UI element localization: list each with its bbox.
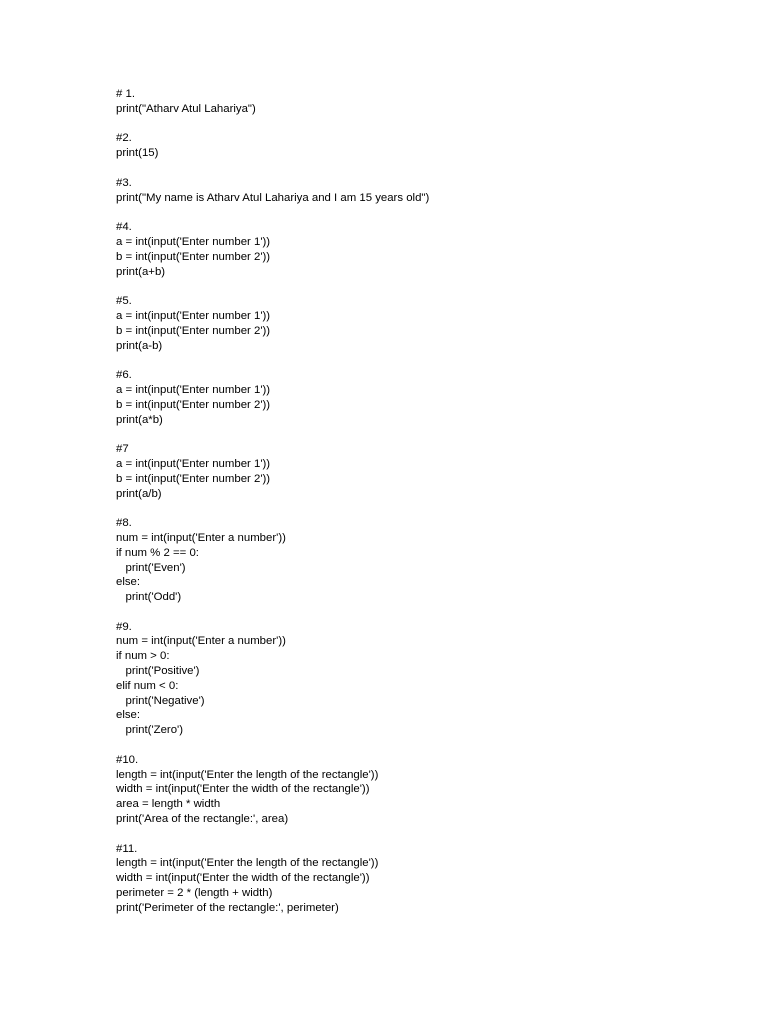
code-line: b = int(input('Enter number 2')) (116, 472, 271, 485)
code-line: #7 (116, 443, 129, 456)
code-line: #9. (116, 620, 132, 633)
code-line: width = int(input('Enter the width of the rectangle')) (116, 872, 370, 885)
code-line: else: (116, 709, 141, 722)
code-line: b = int(input('Enter number 2')) (116, 250, 271, 263)
code-line: #8. (116, 517, 132, 530)
code-line: print(a+b) (116, 265, 166, 278)
code-block-2 (116, 131, 736, 161)
code-line: a = int(input('Enter number 1')) (116, 309, 271, 322)
code-line: print('Zero') (116, 724, 184, 737)
code-line: length = int(input('Enter the length of the rectangle')) (116, 857, 379, 870)
code-line: a = int(input('Enter number 1')) (116, 235, 271, 248)
code-line: #4. (116, 221, 132, 234)
code-line: # 1. (116, 88, 135, 100)
code-line: print('Even') (116, 561, 186, 574)
code-line: if num % 2 == 0: (116, 546, 199, 559)
code-line: print('Odd') (116, 591, 182, 604)
code-line: print('Positive') (116, 665, 200, 678)
code-block-10 (116, 753, 736, 827)
code-line: #11. (116, 842, 138, 855)
code-line: print(a-b) (116, 339, 163, 352)
code-line: print('Negative') (116, 694, 205, 707)
document-body (116, 87, 736, 930)
code-line: print(15) (116, 147, 159, 160)
code-line: num = int(input('Enter a number')) (116, 531, 286, 544)
code-block-1 (116, 87, 736, 117)
code-line: b = int(input('Enter number 2')) (116, 324, 271, 337)
code-line: #3. (116, 176, 132, 189)
code-line: print("Atharv Atul Lahariya") (116, 102, 256, 115)
code-line: num = int(input('Enter a number')) (116, 635, 286, 648)
code-line: a = int(input('Enter number 1')) (116, 457, 271, 470)
code-line: #2. (116, 132, 132, 145)
code-line: width = int(input('Enter the width of the rectangle')) (116, 783, 370, 796)
code-line: b = int(input('Enter number 2')) (116, 398, 271, 411)
code-line: print('Perimeter of the rectangle:', perimeter) (116, 901, 339, 914)
code-line: #5. (116, 295, 132, 308)
code-block-9 (116, 620, 736, 738)
code-block-4 (116, 220, 736, 279)
code-line: length = int(input('Enter the length of the rectangle')) (116, 768, 379, 781)
code-line: print("My name is Atharv Atul Lahariya and I am 15 years old") (116, 191, 430, 204)
code-block-8 (116, 516, 736, 605)
code-line: print(a*b) (116, 413, 163, 426)
code-block-11 (116, 842, 736, 916)
code-line: #10. (116, 753, 139, 766)
code-block-5 (116, 294, 736, 353)
code-line: elif num < 0: (116, 679, 179, 692)
code-line: a = int(input('Enter number 1')) (116, 383, 271, 396)
code-line: print(a/b) (116, 487, 162, 500)
code-line: perimeter = 2 * (length + width) (116, 887, 273, 900)
code-block-7 (116, 442, 736, 501)
code-block-3 (116, 176, 736, 206)
code-line: #6. (116, 369, 132, 382)
code-block-6 (116, 368, 736, 427)
code-line: area = length * width (116, 798, 221, 811)
code-line: if num > 0: (116, 650, 170, 663)
code-line: print('Area of the rectangle:', area) (116, 813, 289, 826)
code-line: else: (116, 576, 141, 589)
